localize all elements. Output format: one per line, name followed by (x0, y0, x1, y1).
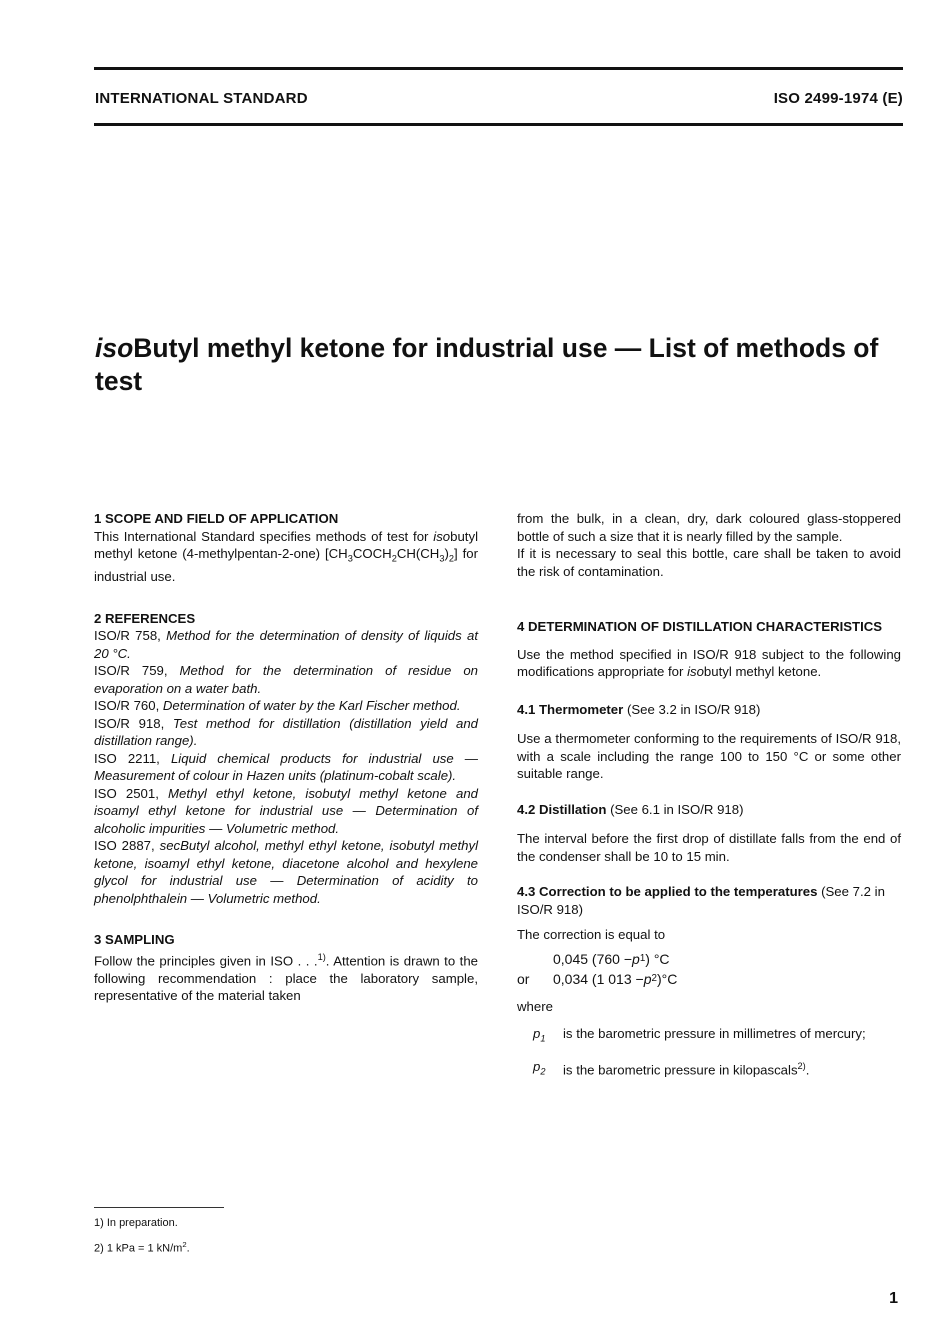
reference-item: ISO/R 760, Determination of water by the Karl Fischer method. (94, 698, 461, 714)
where-p1: $p_1$ is the barometric pressure in millimetres of mercury; (533, 1026, 866, 1044)
reference-item: ISO 2887, secButyl alcohol, methyl ethyl ketone, isobutyl methyl ketone, isoamyl ethyl ketone, diacetone alcohol and hexylene glycol for industrial use — Determination of acidity to phenolphthalein — Volumetric method. (94, 838, 478, 906)
document-type: INTERNATIONAL STANDARD (95, 90, 308, 107)
formula-2: or 0,034 (1 013 − p 2 )°C (517, 970, 678, 987)
subsection-4-2-heading: 4.2 Distillation (See 6.1 in ISO/R 918) (517, 801, 744, 817)
section-4-intro: Use the method specified in ISO/R 918 subject to the following modifications appropriate for isobutyl methyl ketone. (517, 646, 901, 679)
section-3-text: Follow the principles given in ISO . . .$^{1)}$. Attention is drawn to the following recommendation : place the laboratory sample, representative of the material taken (94, 951, 478, 1004)
document-title: isoButyl methyl ketone for industrial use — List of methods of test (95, 333, 879, 396)
section-2-heading: 2 REFERENCES (94, 610, 196, 626)
subsection-4-3-text: The correction is equal to (517, 927, 666, 942)
footnote-2: 2) 1 kPa = 1 $kN/m^2$. (94, 1240, 190, 1255)
right-column (517, 510, 901, 1081)
where-label: where (517, 998, 553, 1014)
footnote-rule (94, 1207, 224, 1208)
sampling-continued: from the bulk, in a clean, dry, dark coloured glass-stoppered bottle of such a size that it is nearly filled by the sample. (517, 511, 901, 544)
formula-1: 0,045 (760 − p 1 ) °C (553, 950, 670, 967)
reference-item: ISO 2501, Methyl ethyl ketone, isobutyl methyl ketone and isoamyl ethyl ketone for industrial use — Determination of alcoholic impurities — Volumetric method. (94, 785, 479, 836)
section-3-heading: 3 SAMPLING (94, 932, 175, 948)
section-4-heading: 4 DETERMINATION OF DISTILLATION CHARACTERISTICS (517, 619, 883, 634)
footnote-1: 1) In preparation. (94, 1217, 178, 1229)
sampling-seal-note: If it is necessary to seal this bottle, care shall be taken to avoid the risk of contamination. (517, 546, 901, 579)
left-column (94, 510, 478, 1005)
standard-number: ISO 2499-1974 (E) (773, 90, 903, 107)
reference-item: ISO/R 758, Method for the determination of density of liquids at 20 °C. (94, 628, 478, 661)
subsection-4-3-heading: 4.3 Correction to be applied to the temperatures (See 7.2 in ISO/R 918) (517, 884, 885, 917)
subsection-4-1-text: Use a thermometer conforming to the requirements of ISO/R 918, with a scale including the range 100 to 150 °C or some other suitable range. (517, 731, 901, 781)
section-1-heading: 1 SCOPE AND FIELD OF APPLICATION (94, 511, 339, 526)
subsection-4-1-heading: 4.1 Thermometer (See 3.2 in ISO/R 918) (517, 701, 761, 717)
reference-item: ISO 2211, Liquid chemical products for industrial use — Measurement of colour in Hazen units (platinum-cobalt scale). (94, 750, 478, 784)
subsection-4-2-text: The interval before the first drop of distillate falls from the end of the condenser shall be 10 to 15 min. (517, 831, 901, 864)
header-bottom-rule (94, 123, 903, 126)
where-p2: $p_2$ is the barometric pressure in kilopascals$^{2)}$. (533, 1059, 810, 1078)
reference-item: ISO/R 759, Method for the determination of residue on evaporation on a water bath. (94, 663, 478, 696)
header-top-rule (94, 67, 903, 70)
reference-item: ISO/R 918, Test method for distillation (distillation yield and distillation range). (94, 715, 478, 749)
page-number: 1 (889, 1290, 898, 1307)
section-1-text: This International Standard specifies methods of test for isobutyl methyl ketone (4-methylpentan-2-one) $[CH_3COCH_2CH(CH_3)_2]$ for industrial use. (94, 528, 479, 585)
